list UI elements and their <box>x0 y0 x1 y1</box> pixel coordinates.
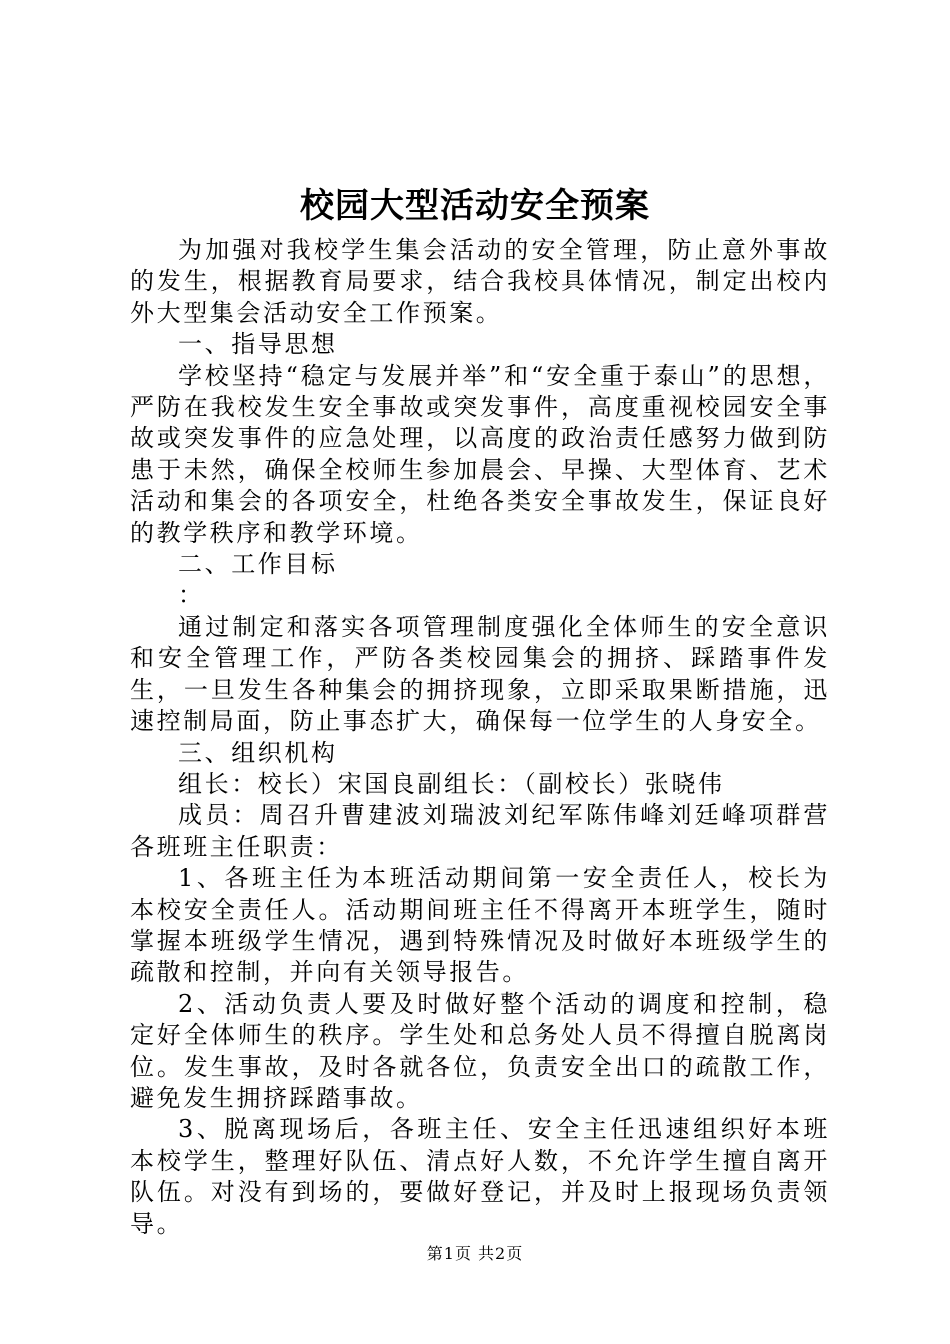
duty-item-3: 3、脱离现场后，各班主任、安全主任迅速组织好本班本校学生，整理好队伍、清点好人数，不允许学生擅自离开队伍。对没有到场的，要做好登记，并及时上报现场负责领导。 <box>130 1115 830 1238</box>
document-body <box>130 235 830 1240</box>
work-goals-paragraph: 通过制定和落实各项管理制度强化全体师生的安全意识和安全管理工作，严防各类校园集会的拥挤、踩踏事件发生，一旦发生各种集会的拥挤现象，立即采取果断措施，迅速控制局面，防止事态扩大，确保每一位学生的人身安全。 <box>130 612 830 736</box>
stray-colon: ： <box>178 581 205 610</box>
page-footer: 第1页 共2页 <box>426 1244 524 1263</box>
document-title: 校园大型活动安全预案 <box>300 186 650 226</box>
intro-paragraph: 为加强对我校学生集会活动的安全管理，防止意外事故的发生，根据教育局要求，结合我校具体情况，制定出校内外大型集会活动安全工作预案。 <box>130 236 830 327</box>
duty-item-2: 2、活动负责人要及时做好整个活动的调度和控制，稳定好全体师生的秩序。学生处和总务处人员不得擅自脱离岗位。发生事故，及时各就各位，负责安全出口的疏散工作，避免发生拥挤踩踏事故。 <box>130 989 830 1112</box>
section-heading-work-goals: 二、工作目标 <box>178 550 338 579</box>
section-heading-guiding-ideology: 一、指导思想 <box>178 330 338 359</box>
organization-members: 成员：周召升曹建波刘瑞波刘纪军陈伟峰刘廷峰项群营各班班主任职责： <box>130 801 830 861</box>
organization-leaders: 组长：校长）宋国良副组长：（副校长）张晓伟 <box>178 769 725 798</box>
guiding-ideology-paragraph: 学校坚持“稳定与发展并举”和“安全重于泰山”的思想，严防在我校发生安全事故或突发事件，高度重视校园安全事故或突发事件的应急处理，以高度的政治责任感努力做到防患于未然，确保全校师生参加晨会、早操、大型体育、艺术活动和集会的各项安全，杜绝各类安全事故发生，保证良好的教学秩序和教学环境。 <box>130 361 830 547</box>
section-heading-organization: 三、组织机构 <box>178 738 338 767</box>
duty-item-1: 1、各班主任为本班活动期间第一安全责任人，校长为本校安全责任人。活动期间班主任不得离开本班学生，随时掌握本班级学生情况，遇到特殊情况及时做好本班级学生的疏散和控制，并向有关领导报告。 <box>130 864 830 987</box>
